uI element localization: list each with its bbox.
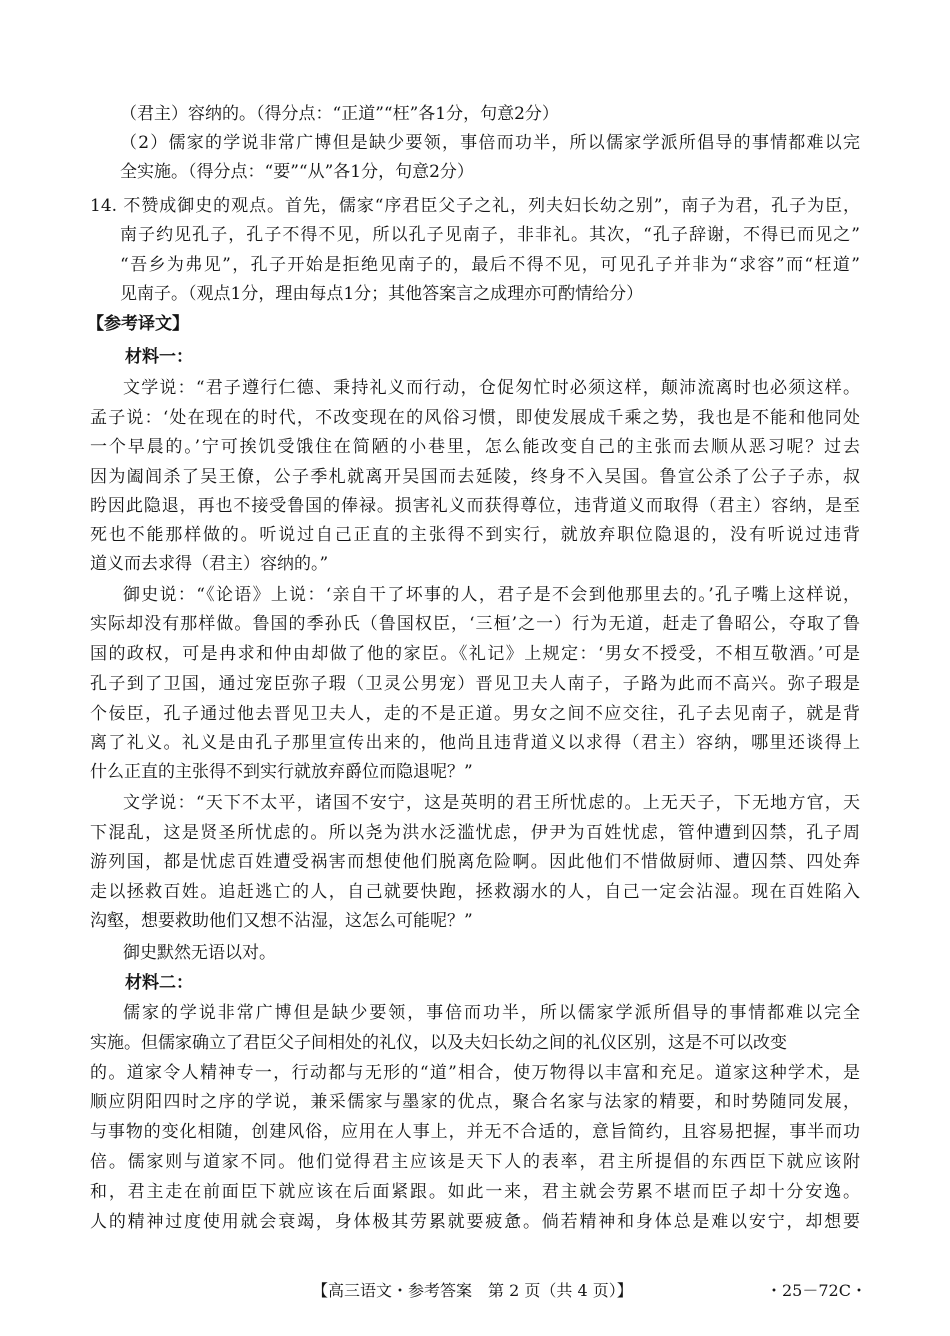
- answer-line: 全实施。（得分点：“要”“从”各1分，句意2分）: [120, 162, 474, 182]
- paragraph-line: 什么正直的主张得不到实行就放弃爵位而隐退呢？”: [90, 762, 473, 782]
- section-heading: 【参考译文】: [87, 314, 189, 334]
- paragraph-line: 御史说：“《论语》上说：‘亲自干了坏事的人，君子是不会到他那里去的。’孔子嘴上这样说，: [123, 585, 860, 605]
- paragraph-line: 走以拯救百姓。追赶逃亡的人，自己就要快跑，拯救溺水的人，自己一定会沾湿。现在百姓陷入: [90, 882, 860, 902]
- paragraph-line: 和，君主走在前面臣下就应该在后面紧跟。如此一来，君主就会劳累不堪而臣子却十分安逸。: [90, 1182, 860, 1202]
- paragraph-line: 倍。儒家则与道家不同。他们觉得君主应该是天下人的表率，君主所提倡的东西臣下就应该附: [90, 1152, 860, 1172]
- paragraph-line: 文学说：“君子遵行仁德、秉持礼义而行动，仓促匆忙时必须这样，颠沛流离时也必须这样。: [123, 378, 860, 398]
- paragraph-line: 沟壑，想要救助他们又想不沾湿，这怎么可能呢？”: [90, 911, 473, 931]
- paragraph-line: 一个早晨的。’宁可挨饥受饿住在简陋的小巷里，怎么能改变自己的主张而去顺从恶习呢？过去: [90, 437, 860, 457]
- paragraph-line: 儒家的学说非常广博但是缺少要领，事倍而功半，所以儒家学派所倡导的事情都难以完全: [123, 1003, 860, 1023]
- answer-line: 南子约见孔子，孔子不得不见，所以孔子见南子，非非礼。其次，“孔子辞谢，不得已而见之”: [120, 225, 860, 245]
- answer-line: 14. 不赞成御史的观点。首先，儒家“序君臣父子之礼，列夫妇长幼之别”，南子为君，孔子为臣，: [90, 196, 860, 216]
- answer-line: （2）儒家的学说非常广博但是缺少要领，事倍而功半，所以儒家学派所倡导的事情都难以完: [120, 133, 860, 153]
- paragraph-line: 顺应阴阳四时之序的学说，兼采儒家与墨家的优点，聚合名家与法家的精要，和时势随同发展，: [90, 1092, 860, 1112]
- paragraph-line: 游列国，都是忧虑百姓遭受祸害而想使他们脱离危险啊。因此他们不惜做厨师、遭囚禁、四处奔: [90, 852, 860, 872]
- paragraph-line: 与事物的变化相随，创建风俗，应用在人事上，并无不合适的，意旨简约，且容易把握，事半而功: [90, 1122, 860, 1142]
- paragraph-line: 御史默然无语以对。: [123, 943, 276, 963]
- paragraph-line: 孔子到了卫国，通过宠臣弥子瑕（卫灵公男宠）晋见卫夫人南子，子路为此而不高兴。弥子瑕是: [90, 674, 860, 694]
- paragraph-line: 国的政权，可是冉求和仲由却做了他的家臣。《礼记》上规定：‘男女不授受，不相互敬酒。’可是: [90, 644, 860, 664]
- paragraph-line: 实施。但儒家确立了君臣父子间相处的礼仪，以及夫妇长幼之间的礼仪区别，这是不可以改变: [90, 1033, 787, 1053]
- paragraph-line: 的。道家令人精神专一，行动都与无形的“道”相合，使万物得以丰富和充足。道家这种学术，是: [90, 1063, 860, 1083]
- paragraph-line: 盻因此隐退，再也不接受鲁国的俸禄。损害礼义而获得尊位，违背道义而取得（君主）容纳，是至: [90, 496, 860, 516]
- paragraph-line: 因为阖闾杀了吴王僚，公子季札就离开吴国而去延陵，终身不入吴国。鲁宣公杀了公子子赤，叔: [90, 467, 860, 487]
- page-footer: 【高三语文・参考答案 第 2 页（共 4 页）】: [312, 1281, 633, 1300]
- paragraph-line: 个佞臣，孔子通过他去晋见卫夫人，走的不是正道。男女之间不应交往，孔子去见南子，就是背: [90, 704, 860, 724]
- answer-line: （君主）容纳的。（得分点：“正道”“枉”各1分，句意2分）: [120, 104, 559, 124]
- material-title: 材料一：: [125, 347, 193, 367]
- material-title: 材料二：: [125, 973, 193, 993]
- paragraph-line: 道义而去求得（君主）容纳的。”: [90, 554, 329, 574]
- paragraph-line: 文学说：“天下不太平，诸国不安宁，这是英明的君王所忧虑的。上无天子，下无地方官，天: [123, 793, 860, 813]
- answer-line: “吾乡为弗见”，孔子开始是拒绝见南子的，最后不得不见，可见孔子并非为“求容”而“枉道”: [120, 255, 860, 275]
- paragraph-line: 死也不能那样做的。听说过自己正直的主张得不到实行，就放弃职位隐退的，没有听说过违背: [90, 525, 860, 545]
- answer-line: 见南子。（观点1分，理由每点1分；其他答案言之成理亦可酌情给分）: [120, 284, 644, 304]
- paragraph-line: 人的精神过度使用就会衰竭，身体极其劳累就要疲惫。倘若精神和身体总是难以安宁，却想要: [90, 1212, 860, 1232]
- paragraph-line: 孟子说：‘处在现在的时代，不改变现在的风俗习惯，即使发展成千乘之势，我也是不能和他同处: [90, 408, 860, 428]
- page-code: ・25－72C・: [766, 1281, 867, 1300]
- paragraph-line: 下混乱，这是贤圣所忧虑的。所以尧为洪水泛滥忧虑，伊尹为百姓忧虑，管仲遭到囚禁，孔子周: [90, 823, 860, 843]
- paragraph-line: 离了礼义。礼义是由孔子那里宣传出来的，他尚且违背道义以求得（君主）容纳，哪里还谈得上: [90, 733, 860, 753]
- paragraph-line: 实际却没有那样做。鲁国的季孙氏（鲁国权臣，‘三桓’之一）行为无道，赶走了鲁昭公，夺取了鲁: [90, 614, 860, 634]
